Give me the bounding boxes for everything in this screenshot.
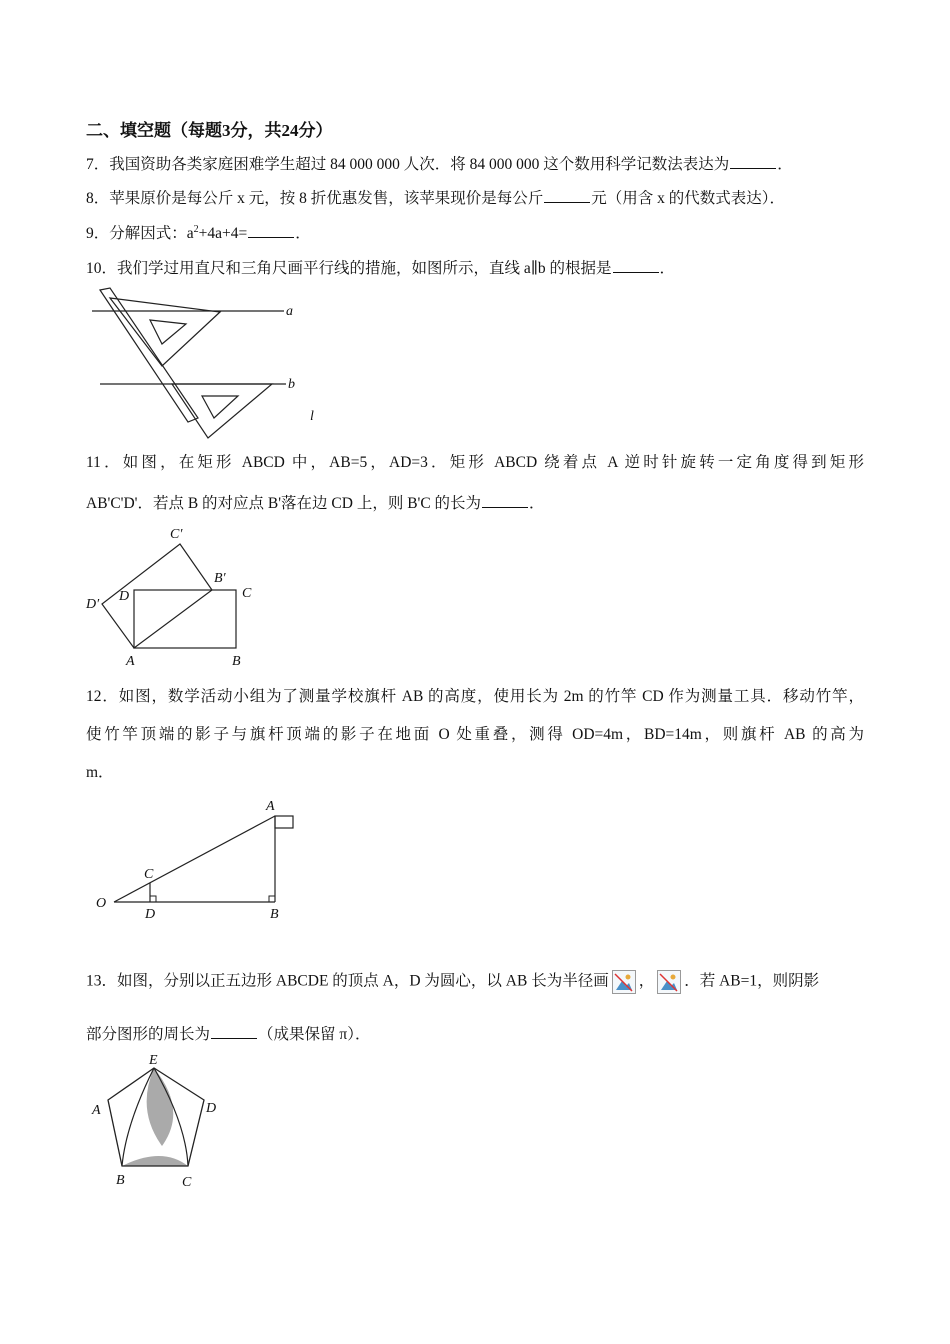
q8-answer-blank	[544, 186, 590, 203]
label-b: B	[116, 1173, 125, 1188]
question-13-line-1	[86, 970, 819, 994]
section-title: 二、填空题（每题3分，共24分）	[86, 121, 333, 140]
label-b: B	[270, 907, 279, 922]
q11-answer-blank	[482, 491, 528, 508]
label-o: O	[96, 896, 107, 911]
broken-image-icon	[612, 970, 636, 994]
q10-end: ．	[659, 260, 676, 277]
q9-text: 9．分解因式：a	[86, 225, 194, 242]
figure-12-flagpole	[92, 796, 302, 926]
label-d: D	[206, 1101, 217, 1116]
question-11-line-1: 11．如图，在矩形 ABCD 中，AB=5，AD=3．矩形 ABCD 绕着点 A 逆时针旋转一定角度得到矩形	[86, 454, 864, 471]
label-c: C	[182, 1175, 192, 1190]
q9-answer-blank	[248, 221, 294, 238]
label-d: D	[119, 589, 130, 604]
q13-text-c: 部分图形的周长为	[86, 1026, 211, 1043]
label-b-prime: B′	[214, 571, 226, 586]
figure-10-parallel-lines	[86, 284, 336, 444]
set-square-upper	[110, 298, 220, 366]
figure-11-rotated-rectangle	[82, 520, 272, 672]
label-d: D	[145, 907, 156, 922]
q9-rest: +4a+4=	[198, 225, 248, 242]
question-12-line-3: m．	[86, 764, 114, 781]
q13-text-b: ．若 AB=1，则阴影	[684, 972, 820, 990]
q13-sep: ，	[638, 972, 655, 990]
question-12-line-1: 12．如图，数学活动小组为了测量学校旗杆 AB 的高度，使用长为 2m 的竹竿 CD 作为测量工具．移动竹竿，	[86, 688, 864, 705]
q7-answer-blank	[730, 152, 776, 169]
question-10	[86, 256, 675, 280]
q8-end: 元（用含 x 的代数式表达）．	[591, 190, 786, 207]
q13-text-d: （成果保留 π）．	[258, 1026, 371, 1043]
label-e: E	[149, 1053, 158, 1068]
figure-13-pentagon	[86, 1050, 236, 1192]
label-l: l	[310, 409, 314, 424]
question-12-line-2: 使竹竿顶端的影子与旗杆顶端的影子在地面 O 处重叠，测得 OD=4m，BD=14m，则旗杆 AB 的高为	[86, 726, 864, 743]
q9-end: ．	[295, 225, 311, 242]
q11-text: AB'C'D'．若点 B 的对应点 B'落在边 CD 上，则 B'C 的长为	[86, 495, 482, 512]
flag	[275, 816, 293, 828]
q7-text: 7．我国资助各类家庭困难学生超过 84 000 000 人次．将 84 000 000 这个数用科学记数法表达为	[86, 156, 730, 173]
label-a: A	[266, 799, 275, 814]
question-9	[86, 221, 311, 245]
question-11-line-2	[86, 491, 545, 515]
label-b: B	[232, 654, 241, 669]
q10-text: 10．我们学过用直尺和三角尺画平行线的措施，如图所示，直线 a∥b 的根据是	[86, 260, 612, 277]
label-b: b	[288, 377, 295, 392]
label-a: A	[92, 1103, 101, 1118]
q13-answer-blank	[211, 1022, 257, 1039]
label-d-prime: D′	[86, 597, 100, 612]
label-a: A	[126, 654, 135, 669]
q13-text-a: 13．如图，分别以正五边形 ABCDE 的顶点 A，D 为圆心，以 AB 长为半径画	[86, 972, 609, 990]
label-c: C	[242, 586, 252, 601]
q8-text: 8．苹果原价是每公斤 x 元，按 8 折优惠发售，该苹果现价是每公斤	[86, 190, 544, 207]
question-7	[86, 152, 793, 176]
question-8	[86, 186, 785, 210]
rectangle-abcd	[134, 590, 236, 648]
right-angle-d	[150, 896, 156, 902]
line-oa	[114, 816, 275, 902]
q7-end: ．	[777, 156, 793, 173]
set-square-upper-inner	[150, 320, 186, 344]
q9-exponent: 2	[193, 223, 199, 235]
q11-end: ．	[529, 495, 545, 512]
question-13-line-2	[86, 1022, 370, 1046]
right-angle-b	[269, 896, 275, 902]
label-a: a	[286, 304, 293, 319]
q10-answer-blank	[613, 256, 659, 273]
label-c-prime: C′	[170, 527, 183, 542]
broken-image-icon	[657, 970, 681, 994]
label-c: C	[144, 867, 154, 882]
set-square-lower-inner	[202, 396, 238, 418]
